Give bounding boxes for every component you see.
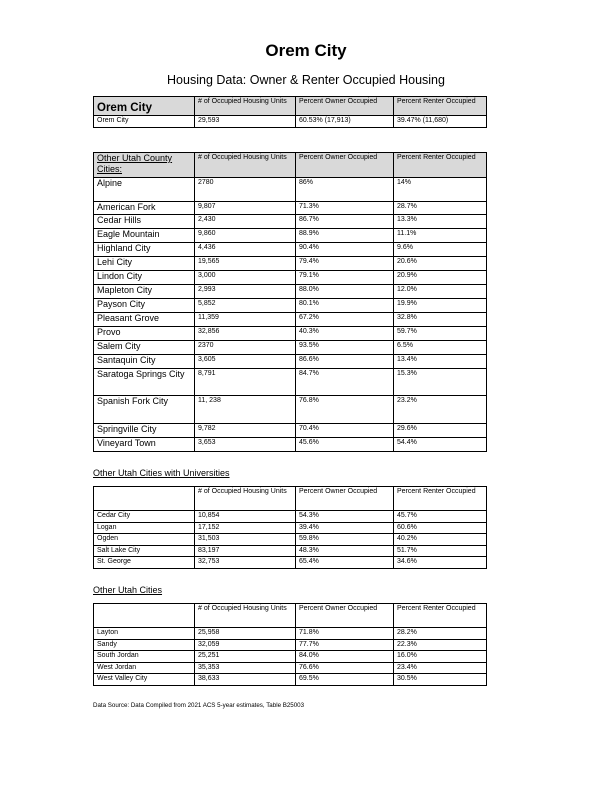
renter-cell: 23.2% bbox=[394, 396, 487, 424]
orem-table bbox=[93, 96, 487, 128]
utah-county-table bbox=[93, 152, 487, 452]
units-cell: 83,197 bbox=[195, 545, 296, 557]
renter-cell: 39.47% (11,680) bbox=[394, 116, 487, 128]
units-cell: 31,503 bbox=[195, 534, 296, 546]
header-units: # of Occupied Housing Units bbox=[195, 604, 296, 628]
city-cell: Logan bbox=[94, 522, 195, 534]
units-cell: 35,353 bbox=[195, 662, 296, 674]
units-cell: 10,854 bbox=[195, 511, 296, 523]
units-cell: 2370 bbox=[195, 341, 296, 355]
owner-cell: 40.3% bbox=[296, 327, 394, 341]
renter-cell: 14% bbox=[394, 178, 487, 202]
table-row bbox=[94, 285, 487, 299]
table-row bbox=[94, 674, 487, 686]
renter-cell: 6.5% bbox=[394, 341, 487, 355]
owner-cell: 88.9% bbox=[296, 229, 394, 243]
units-cell: 32,753 bbox=[195, 557, 296, 569]
units-cell: 25,958 bbox=[195, 628, 296, 640]
units-cell: 38,633 bbox=[195, 674, 296, 686]
city-cell: West Valley City bbox=[94, 674, 195, 686]
owner-cell: 93.5% bbox=[296, 341, 394, 355]
units-cell: 2780 bbox=[195, 178, 296, 202]
city-cell: St. George bbox=[94, 557, 195, 569]
renter-cell: 45.7% bbox=[394, 511, 487, 523]
owner-cell: 90.4% bbox=[296, 243, 394, 257]
city-cell: Santaquin City bbox=[94, 355, 195, 369]
owner-cell: 84.0% bbox=[296, 651, 394, 663]
table-row bbox=[94, 511, 487, 523]
city-cell: Provo bbox=[94, 327, 195, 341]
renter-cell: 60.6% bbox=[394, 522, 487, 534]
renter-cell: 22.3% bbox=[394, 639, 487, 651]
city-cell: Layton bbox=[94, 628, 195, 640]
city-cell: South Jordan bbox=[94, 651, 195, 663]
city-cell: Pleasant Grove bbox=[94, 313, 195, 327]
page-subtitle: Housing Data: Owner & Renter Occupied Housing bbox=[167, 73, 445, 87]
owner-cell: 60.53% (17,913) bbox=[296, 116, 394, 128]
city-cell: Sandy bbox=[94, 639, 195, 651]
renter-cell: 29.6% bbox=[394, 424, 487, 438]
owner-cell: 80.1% bbox=[296, 299, 394, 313]
table-row bbox=[94, 341, 487, 355]
units-cell: 9,807 bbox=[195, 202, 296, 215]
renter-cell: 13.3% bbox=[394, 215, 487, 229]
owner-cell: 39.4% bbox=[296, 522, 394, 534]
units-cell: 32,856 bbox=[195, 327, 296, 341]
units-cell: 25,251 bbox=[195, 651, 296, 663]
table-row bbox=[94, 662, 487, 674]
city-cell: Cedar City bbox=[94, 511, 195, 523]
renter-cell: 20.6% bbox=[394, 257, 487, 271]
table-row bbox=[94, 424, 487, 438]
owner-cell: 65.4% bbox=[296, 557, 394, 569]
table-row bbox=[94, 396, 487, 424]
city-cell: Salt Lake City bbox=[94, 545, 195, 557]
units-cell: 4,436 bbox=[195, 243, 296, 257]
table-row bbox=[94, 522, 487, 534]
header-owner: Percent Owner Occupied bbox=[296, 487, 394, 511]
universities-heading: Other Utah Cities with Universities bbox=[93, 468, 230, 478]
units-cell: 9,782 bbox=[195, 424, 296, 438]
renter-cell: 19.9% bbox=[394, 299, 487, 313]
utah-county-heading: Other Utah County Cities: bbox=[94, 153, 195, 178]
table-row bbox=[94, 313, 487, 327]
table-row bbox=[94, 327, 487, 341]
table-row bbox=[94, 257, 487, 271]
table-row bbox=[94, 438, 487, 452]
other-cities-table bbox=[93, 603, 487, 686]
renter-cell: 11.1% bbox=[394, 229, 487, 243]
renter-cell: 20.9% bbox=[394, 271, 487, 285]
blank-header bbox=[94, 487, 195, 511]
units-cell: 9,860 bbox=[195, 229, 296, 243]
renter-cell: 23.4% bbox=[394, 662, 487, 674]
table-row bbox=[94, 178, 487, 202]
owner-cell: 86.7% bbox=[296, 215, 394, 229]
table-row bbox=[94, 202, 487, 215]
city-cell: Orem City bbox=[94, 116, 195, 128]
owner-cell: 71.3% bbox=[296, 202, 394, 215]
table-row bbox=[94, 639, 487, 651]
table-row bbox=[94, 229, 487, 243]
header-renter: Percent Renter Occupied bbox=[394, 487, 487, 511]
owner-cell: 70.4% bbox=[296, 424, 394, 438]
city-cell: Eagle Mountain bbox=[94, 229, 195, 243]
universities-table bbox=[93, 486, 487, 569]
units-cell: 17,152 bbox=[195, 522, 296, 534]
city-cell: Cedar Hills bbox=[94, 215, 195, 229]
table-row bbox=[94, 243, 487, 257]
owner-cell: 76.8% bbox=[296, 396, 394, 424]
renter-cell: 40.2% bbox=[394, 534, 487, 546]
owner-cell: 69.5% bbox=[296, 674, 394, 686]
header-owner: Percent Owner Occupied bbox=[296, 97, 394, 116]
city-cell: Springville City bbox=[94, 424, 195, 438]
units-cell: 2,430 bbox=[195, 215, 296, 229]
page-title: Orem City bbox=[265, 41, 347, 60]
units-cell: 3,605 bbox=[195, 355, 296, 369]
table-row bbox=[94, 116, 487, 128]
units-cell: 32,059 bbox=[195, 639, 296, 651]
city-cell: West Jordan bbox=[94, 662, 195, 674]
city-cell: Spanish Fork City bbox=[94, 396, 195, 424]
renter-cell: 51.7% bbox=[394, 545, 487, 557]
owner-cell: 71.8% bbox=[296, 628, 394, 640]
other-cities-heading: Other Utah Cities bbox=[93, 585, 163, 595]
owner-cell: 67.2% bbox=[296, 313, 394, 327]
renter-cell: 28.7% bbox=[394, 202, 487, 215]
owner-cell: 48.3% bbox=[296, 545, 394, 557]
header-owner: Percent Owner Occupied bbox=[296, 604, 394, 628]
units-cell: 2,993 bbox=[195, 285, 296, 299]
header-renter: Percent Renter Occupied bbox=[394, 153, 487, 178]
header-units: # of Occupied Housing Units bbox=[195, 97, 296, 116]
data-source-note: Data Source: Data Compiled from 2021 ACS 5-year estimates, Table B25003 bbox=[93, 702, 305, 709]
header-owner: Percent Owner Occupied bbox=[296, 153, 394, 178]
owner-cell: 86% bbox=[296, 178, 394, 202]
table-header-row bbox=[94, 487, 487, 511]
city-cell: Lehi City bbox=[94, 257, 195, 271]
units-cell: 8,791 bbox=[195, 369, 296, 396]
city-cell: Ogden bbox=[94, 534, 195, 546]
renter-cell: 30.5% bbox=[394, 674, 487, 686]
renter-cell: 15.3% bbox=[394, 369, 487, 396]
orem-heading: Orem City bbox=[94, 97, 195, 116]
renter-cell: 28.2% bbox=[394, 628, 487, 640]
owner-cell: 45.6% bbox=[296, 438, 394, 452]
renter-cell: 9.6% bbox=[394, 243, 487, 257]
renter-cell: 16.0% bbox=[394, 651, 487, 663]
owner-cell: 79.1% bbox=[296, 271, 394, 285]
city-cell: Mapleton City bbox=[94, 285, 195, 299]
table-row bbox=[94, 369, 487, 396]
owner-cell: 84.7% bbox=[296, 369, 394, 396]
city-cell: Highland City bbox=[94, 243, 195, 257]
owner-cell: 59.8% bbox=[296, 534, 394, 546]
owner-cell: 77.7% bbox=[296, 639, 394, 651]
table-header-row bbox=[94, 604, 487, 628]
units-cell: 11,359 bbox=[195, 313, 296, 327]
header-units: # of Occupied Housing Units bbox=[195, 487, 296, 511]
city-cell: Salem City bbox=[94, 341, 195, 355]
owner-cell: 86.6% bbox=[296, 355, 394, 369]
table-row bbox=[94, 628, 487, 640]
owner-cell: 88.0% bbox=[296, 285, 394, 299]
renter-cell: 13.4% bbox=[394, 355, 487, 369]
table-row bbox=[94, 271, 487, 285]
city-cell: Saratoga Springs City bbox=[94, 369, 195, 396]
owner-cell: 79.4% bbox=[296, 257, 394, 271]
table-row bbox=[94, 557, 487, 569]
units-cell: 19,565 bbox=[195, 257, 296, 271]
table-row bbox=[94, 651, 487, 663]
units-cell: 5,852 bbox=[195, 299, 296, 313]
renter-cell: 32.8% bbox=[394, 313, 487, 327]
table-header-row bbox=[94, 153, 487, 178]
table-row bbox=[94, 215, 487, 229]
renter-cell: 59.7% bbox=[394, 327, 487, 341]
city-cell: Vineyard Town bbox=[94, 438, 195, 452]
city-cell: Lindon City bbox=[94, 271, 195, 285]
table-header-row bbox=[94, 97, 487, 116]
table-row bbox=[94, 545, 487, 557]
units-cell: 3,653 bbox=[195, 438, 296, 452]
blank-header bbox=[94, 604, 195, 628]
header-renter: Percent Renter Occupied bbox=[394, 97, 487, 116]
city-cell: Payson City bbox=[94, 299, 195, 313]
city-cell: American Fork bbox=[94, 202, 195, 215]
units-cell: 29,593 bbox=[195, 116, 296, 128]
table-row bbox=[94, 355, 487, 369]
units-cell: 3,000 bbox=[195, 271, 296, 285]
renter-cell: 54.4% bbox=[394, 438, 487, 452]
header-units: # of Occupied Housing Units bbox=[195, 153, 296, 178]
header-renter: Percent Renter Occupied bbox=[394, 604, 487, 628]
table-row bbox=[94, 534, 487, 546]
city-cell: Alpine bbox=[94, 178, 195, 202]
owner-cell: 76.6% bbox=[296, 662, 394, 674]
owner-cell: 54.3% bbox=[296, 511, 394, 523]
renter-cell: 34.6% bbox=[394, 557, 487, 569]
table-row bbox=[94, 299, 487, 313]
units-cell: 11, 238 bbox=[195, 396, 296, 424]
renter-cell: 12.0% bbox=[394, 285, 487, 299]
